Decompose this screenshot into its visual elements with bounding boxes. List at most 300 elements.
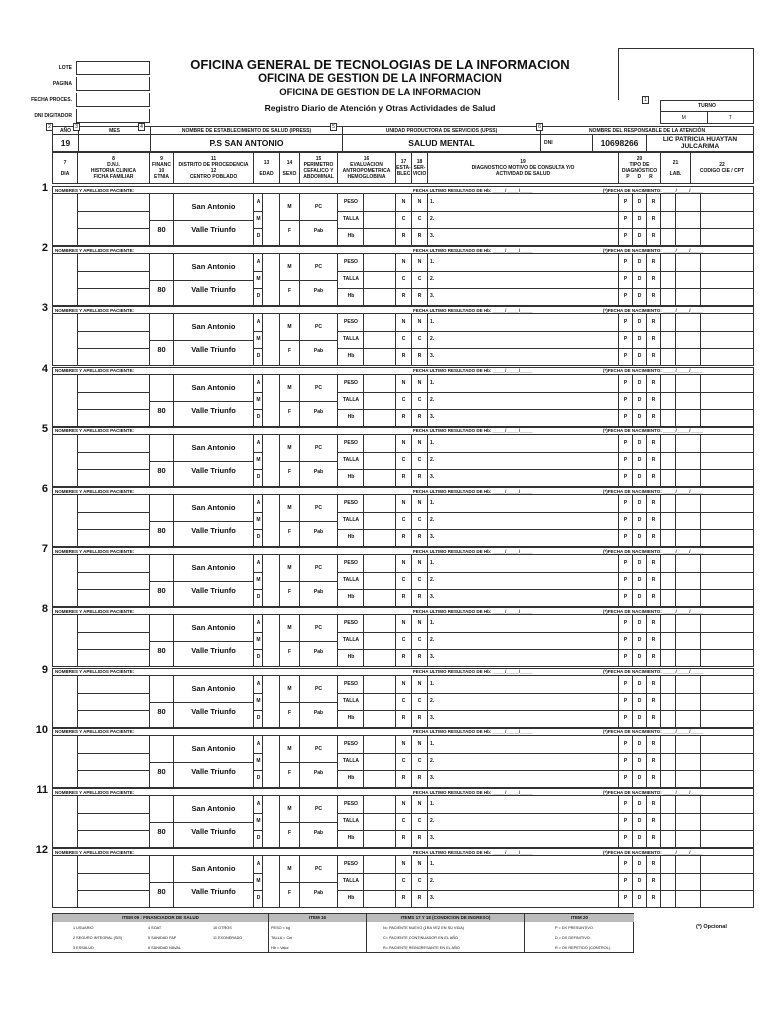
serv-cell[interactable] — [412, 856, 428, 907]
serv-cell[interactable] — [412, 314, 428, 365]
fecha-nac-label: (*)FECHA DE NACIMIENTO: _____/_____/_____ — [603, 669, 704, 675]
tipo-r-cell[interactable] — [647, 555, 661, 606]
lab-cell[interactable] — [661, 856, 701, 907]
tipo-d-cell[interactable] — [633, 375, 647, 426]
mes-value[interactable] — [79, 135, 151, 151]
perimetro-cell[interactable] — [300, 495, 338, 546]
lab-cell[interactable] — [661, 194, 701, 245]
dx-p: P — [623, 637, 628, 644]
edad-a: A — [256, 319, 261, 326]
col-num: 11 — [210, 156, 217, 162]
esta-cell[interactable] — [396, 736, 412, 787]
dx-r: R — [651, 818, 656, 824]
codigo-cell[interactable] — [701, 856, 754, 907]
dia-cell[interactable] — [53, 194, 78, 245]
edad-m: M — [256, 396, 261, 403]
edad-cell[interactable] — [254, 796, 280, 847]
esta-cell[interactable] — [396, 435, 412, 486]
hb-label: Hb — [347, 413, 355, 420]
edad-d: D — [256, 473, 261, 480]
tipo-d-cell[interactable] — [633, 615, 647, 666]
distrito-cell[interactable] — [174, 796, 254, 847]
legend-text: N= PACIENTE NUEVO (1RA VEZ EN SU VIDA) — [383, 926, 465, 930]
financ-cell[interactable] — [150, 796, 174, 847]
serv-cell[interactable] — [412, 676, 428, 727]
codigo-cell[interactable] — [701, 736, 754, 787]
tipo-r-cell[interactable] — [647, 435, 661, 486]
responsable-value[interactable]: LIC PATRICIA HUAYTAN JULCARIMA — [662, 136, 738, 150]
pagina-field[interactable] — [76, 77, 150, 91]
dx-p: P — [623, 233, 628, 239]
record-number: 6 — [41, 483, 48, 495]
edad-cell[interactable] — [254, 676, 280, 727]
patient-record — [52, 668, 754, 728]
edad-cell[interactable] — [254, 254, 280, 305]
sexo-cell[interactable] — [280, 796, 300, 847]
patient-record — [52, 186, 754, 246]
evaluacion-cell[interactable] — [338, 254, 396, 305]
tipo-p-cell[interactable] — [619, 194, 633, 245]
establecimiento-value[interactable]: P.S SAN ANTONIO — [151, 135, 343, 151]
perimetro-cell[interactable] — [300, 194, 338, 245]
distrito-cell[interactable] — [174, 194, 254, 245]
pab-label: Pab — [313, 830, 324, 836]
distrito-cell[interactable] — [174, 555, 254, 606]
esta-cell[interactable] — [396, 314, 412, 365]
tipo-p-cell[interactable] — [619, 856, 633, 907]
distrito-cell[interactable] — [174, 736, 254, 787]
pc-label: PC — [315, 685, 322, 692]
diagnostico-cell[interactable] — [428, 495, 619, 546]
esta-cell[interactable] — [396, 615, 412, 666]
serv-cell[interactable] — [412, 375, 428, 426]
talla-label: TALLA — [342, 878, 359, 885]
dx-r: R — [651, 216, 656, 222]
fecha-hb-label: FECHA ULTIMO RESULTADO DE Hb: _____/_____/_____ — [413, 849, 533, 855]
dia-cell[interactable] — [53, 435, 78, 486]
cond-n: N — [401, 801, 406, 807]
serv-cell[interactable] — [412, 495, 428, 546]
dia-cell[interactable] — [53, 314, 78, 365]
financ-cell[interactable] — [150, 194, 174, 245]
tipo-d-cell[interactable] — [633, 555, 647, 606]
codigo-cell[interactable] — [701, 676, 754, 727]
col-label: PERIMETRO CEFALICO Y ABDOMINAL — [303, 162, 334, 180]
distrito-value: San Antonio — [191, 563, 236, 573]
col-num: 9 — [160, 156, 163, 162]
diagnostico-cell[interactable] — [428, 796, 619, 847]
tipo-d-cell[interactable] — [633, 796, 647, 847]
diagnostico-cell[interactable] — [428, 856, 619, 907]
financ-cell[interactable] — [150, 856, 174, 907]
talla-label: TALLA — [342, 697, 359, 704]
esta-cell[interactable] — [396, 676, 412, 727]
tipo-p-cell[interactable] — [619, 314, 633, 365]
distrito-cell[interactable] — [174, 375, 254, 426]
lab-cell[interactable] — [661, 314, 701, 365]
tipo-p-cell[interactable] — [619, 495, 633, 546]
serv-cell[interactable] — [412, 555, 428, 606]
dx-d: D — [637, 895, 642, 902]
nombres-label: NOMBRES Y APELLIDOS PACIENTE: — [55, 669, 135, 675]
col-distrito — [174, 153, 254, 183]
distrito-cell[interactable] — [174, 615, 254, 666]
perimetro-cell[interactable] — [300, 375, 338, 426]
distrito-value: San Antonio — [191, 442, 236, 452]
financ-cell[interactable] — [150, 615, 174, 666]
dia-cell[interactable] — [53, 375, 78, 426]
perimetro-cell[interactable] — [300, 736, 338, 787]
esta-cell[interactable] — [396, 375, 412, 426]
financ-cell[interactable] — [150, 736, 174, 787]
dia-cell[interactable] — [53, 254, 78, 305]
lab-cell[interactable] — [661, 796, 701, 847]
serv-cell[interactable] — [412, 254, 428, 305]
perimetro-cell[interactable] — [300, 615, 338, 666]
nombres-label: NOMBRES Y APELLIDOS PACIENTE: — [55, 548, 135, 554]
dx-p: P — [623, 293, 628, 300]
lote-field[interactable] — [76, 61, 150, 75]
distrito-cell[interactable] — [174, 435, 254, 486]
esta-cell[interactable] — [396, 796, 412, 847]
codigo-cell[interactable] — [701, 796, 754, 847]
tipo-d-cell[interactable] — [633, 194, 647, 245]
evaluacion-cell[interactable] — [338, 736, 396, 787]
dx-p: P — [623, 818, 628, 824]
perimetro-cell[interactable] — [300, 676, 338, 727]
codigo-cell[interactable] — [701, 555, 754, 606]
tipo-p-cell[interactable] — [619, 796, 633, 847]
sexo-m: M — [287, 806, 292, 812]
edad-m: M — [256, 818, 261, 824]
perimetro-cell[interactable] — [300, 555, 338, 606]
edad-m: M — [256, 757, 261, 764]
serv-cell[interactable] — [412, 435, 428, 486]
serv-cell[interactable] — [412, 796, 428, 847]
perimetro-cell[interactable] — [300, 856, 338, 907]
cond-r: R — [401, 233, 406, 239]
dx-r: R — [651, 697, 656, 704]
tipo-r-cell[interactable] — [647, 495, 661, 546]
record-number: 5 — [41, 422, 48, 435]
lab-cell[interactable] — [661, 375, 701, 426]
col-label: D.N.I. — [107, 162, 120, 168]
dia-cell[interactable] — [53, 736, 78, 787]
dni-cell[interactable] — [78, 375, 150, 426]
dx-d: D — [637, 500, 642, 506]
tipo-d-cell[interactable] — [633, 314, 647, 365]
edad-cell[interactable] — [254, 856, 280, 907]
esta-cell[interactable] — [396, 856, 412, 907]
distrito-cell[interactable] — [174, 314, 254, 365]
financ-cell[interactable] — [150, 375, 174, 426]
dni-digitador-field[interactable] — [76, 109, 150, 123]
header-row-values — [52, 134, 754, 152]
cond-r: R — [401, 413, 406, 420]
diagnostico-cell[interactable] — [428, 555, 619, 606]
financ-value: 80 — [157, 766, 166, 776]
evaluacion-cell[interactable] — [338, 194, 396, 245]
diagnostico-cell[interactable] — [428, 254, 619, 305]
dx-p: P — [623, 413, 628, 420]
turno-m[interactable]: M — [661, 112, 708, 124]
sexo-cell[interactable] — [280, 194, 300, 245]
perimetro-cell[interactable] — [300, 435, 338, 486]
legend-h2: ITEM 16 — [269, 914, 367, 922]
distrito-cell[interactable] — [174, 856, 254, 907]
pab-label: Pab — [313, 769, 324, 776]
perimetro-cell[interactable] — [300, 314, 338, 365]
edad-cell[interactable] — [254, 194, 280, 245]
tipo-r-cell[interactable] — [647, 314, 661, 365]
dni-cell[interactable] — [78, 676, 150, 727]
pc-label: PC — [315, 625, 322, 632]
tipo-d-cell[interactable] — [633, 856, 647, 907]
distrito-cell[interactable] — [174, 495, 254, 546]
esta-cell[interactable] — [396, 254, 412, 305]
control-label: FECHA PROCES. — [31, 97, 72, 103]
control-row-lote — [26, 60, 150, 76]
sexo-cell[interactable] — [280, 676, 300, 727]
financ-cell[interactable] — [150, 314, 174, 365]
financ-cell[interactable] — [150, 435, 174, 486]
esta-cell[interactable] — [396, 495, 412, 546]
dx-p: P — [623, 336, 628, 343]
tipo-r-cell[interactable] — [647, 194, 661, 245]
codigo-cell[interactable] — [701, 615, 754, 666]
tipo-r-cell[interactable] — [647, 254, 661, 305]
dni-responsable-value[interactable]: 10698266 — [593, 135, 647, 151]
lab-cell[interactable] — [661, 435, 701, 486]
dni-cell[interactable] — [78, 314, 150, 365]
serv-cell[interactable] — [412, 736, 428, 787]
edad-cell[interactable] — [254, 314, 280, 365]
control-row-dni — [26, 108, 150, 124]
serv-cell[interactable] — [412, 615, 428, 666]
esta-cell[interactable] — [396, 194, 412, 245]
perimetro-cell[interactable] — [300, 254, 338, 305]
dia-cell[interactable] — [53, 495, 78, 546]
diagnostico-cell[interactable] — [428, 435, 619, 486]
financ-cell[interactable] — [150, 254, 174, 305]
esta-cell[interactable] — [396, 555, 412, 606]
col-label: DIAGNOSTICO MOTIVO DE CONSULTA Y/O ACTIVIDAD DE SALUD — [471, 165, 575, 177]
edad-cell[interactable] — [254, 736, 280, 787]
edad-cell[interactable] — [254, 615, 280, 666]
pc-label: PC — [315, 444, 322, 451]
evaluacion-cell[interactable] — [338, 856, 396, 907]
codigo-cell[interactable] — [701, 194, 754, 245]
patient-record — [52, 848, 754, 908]
financ-cell[interactable] — [150, 676, 174, 727]
col-label: R — [649, 174, 653, 180]
edad-m: M — [256, 637, 261, 644]
financ-cell[interactable] — [150, 555, 174, 606]
distrito-cell[interactable] — [174, 254, 254, 305]
tipo-d-cell[interactable] — [633, 435, 647, 486]
sexo-cell[interactable] — [280, 615, 300, 666]
tipo-p-cell[interactable] — [619, 375, 633, 426]
legend-footer — [52, 913, 634, 953]
tipo-d-cell[interactable] — [633, 495, 647, 546]
pab-label: Pab — [313, 468, 324, 475]
edad-d: D — [256, 895, 261, 902]
dni-cell[interactable] — [78, 254, 150, 305]
financ-cell[interactable] — [150, 495, 174, 546]
dia-cell[interactable] — [53, 615, 78, 666]
optional-note: (*) Opcional — [696, 924, 727, 930]
dni-cell[interactable] — [78, 796, 150, 847]
dx-line-3: 3. — [430, 835, 435, 841]
dni-cell[interactable] — [78, 435, 150, 486]
dni-cell[interactable] — [78, 736, 150, 787]
sexo-m: M — [287, 324, 292, 331]
col-label: LAB. — [669, 170, 682, 177]
dni-cell[interactable] — [78, 615, 150, 666]
diagnostico-cell[interactable] — [428, 736, 619, 787]
record-body — [52, 254, 754, 306]
cond-c: C — [417, 336, 422, 343]
tipo-d-cell[interactable] — [633, 254, 647, 305]
codigo-cell[interactable] — [701, 435, 754, 486]
tipo-r-cell[interactable] — [647, 676, 661, 727]
diagnostico-cell[interactable] — [428, 194, 619, 245]
diagnostico-cell[interactable] — [428, 615, 619, 666]
codigo-cell[interactable] — [701, 254, 754, 305]
tipo-r-cell[interactable] — [647, 615, 661, 666]
talla-label: TALLA — [342, 456, 359, 463]
perimetro-cell[interactable] — [300, 796, 338, 847]
sexo-cell[interactable] — [280, 375, 300, 426]
dx-r: R — [651, 199, 656, 205]
tipo-p-cell[interactable] — [619, 555, 633, 606]
evaluacion-cell[interactable] — [338, 495, 396, 546]
sexo-cell[interactable] — [280, 254, 300, 305]
fecha-nac-label: (*)FECHA DE NACIMIENTO: _____/_____/_____ — [603, 849, 704, 855]
lab-cell[interactable] — [661, 736, 701, 787]
dia-cell[interactable] — [53, 856, 78, 907]
dni-label: DNI — [544, 140, 553, 146]
hb-label: Hb — [347, 293, 355, 300]
talla-label: TALLA — [342, 396, 359, 403]
evaluacion-cell[interactable] — [338, 555, 396, 606]
dx-line-2: 2. — [430, 276, 435, 283]
record-number: 8 — [41, 603, 48, 616]
legend-text: P = DX PRESUNTIVO. — [555, 926, 594, 930]
tipo-p-cell[interactable] — [619, 254, 633, 305]
evaluacion-cell[interactable] — [338, 435, 396, 486]
tipo-p-cell[interactable] — [619, 736, 633, 787]
diagnostico-cell[interactable] — [428, 375, 619, 426]
ups-value[interactable]: SALUD MENTAL — [343, 135, 541, 151]
evaluacion-cell[interactable] — [338, 796, 396, 847]
tipo-r-cell[interactable] — [647, 375, 661, 426]
record-name-bar — [52, 848, 754, 856]
dni-cell[interactable] — [78, 495, 150, 546]
sexo-cell[interactable] — [280, 435, 300, 486]
evaluacion-cell[interactable] — [338, 314, 396, 365]
col-label: P — [626, 174, 630, 180]
col-esta — [396, 153, 412, 183]
anio-value[interactable]: 19 — [53, 135, 79, 151]
lab-cell[interactable] — [661, 676, 701, 727]
col-label: DISTRITO DE PROCEDENCIA — [178, 162, 249, 168]
codigo-cell[interactable] — [701, 314, 754, 365]
evaluacion-cell[interactable] — [338, 375, 396, 426]
sexo-cell[interactable] — [280, 856, 300, 907]
tipo-p-cell[interactable] — [619, 676, 633, 727]
dx-p: P — [623, 577, 628, 584]
distrito-cell[interactable] — [174, 676, 254, 727]
col-label: SER-VICIO — [412, 165, 427, 177]
edad-cell[interactable] — [254, 375, 280, 426]
codigo-cell[interactable] — [701, 375, 754, 426]
cond-n: N — [401, 199, 406, 205]
col-label: HISTORIA CLINICA — [90, 168, 137, 174]
dx-d: D — [637, 439, 642, 446]
badge: 3 — [73, 123, 80, 131]
evaluacion-cell[interactable] — [338, 615, 396, 666]
tipo-r-cell[interactable] — [647, 736, 661, 787]
sexo-cell[interactable] — [280, 495, 300, 546]
title-sub: OFICINA DE GESTION DE LA INFORMACION — [258, 73, 502, 85]
dx-line-2: 2. — [430, 577, 435, 584]
tipo-r-cell[interactable] — [647, 796, 661, 847]
edad-cell[interactable] — [254, 435, 280, 486]
fecha-proces-field[interactable] — [76, 93, 150, 107]
lab-cell[interactable] — [661, 615, 701, 666]
sexo-cell[interactable] — [280, 736, 300, 787]
codigo-cell[interactable] — [701, 495, 754, 546]
sexo-cell[interactable] — [280, 555, 300, 606]
dni-cell[interactable] — [78, 194, 150, 245]
dni-cell[interactable] — [78, 856, 150, 907]
cond-n: N — [417, 620, 422, 627]
lab-cell[interactable] — [661, 495, 701, 546]
edad-cell[interactable] — [254, 495, 280, 546]
lab-cell[interactable] — [661, 254, 701, 305]
dia-cell[interactable] — [53, 796, 78, 847]
fecha-nac-label: (*)FECHA DE NACIMIENTO: _____/_____/_____ — [603, 729, 704, 735]
diagnostico-cell[interactable] — [428, 314, 619, 365]
edad-d: D — [256, 534, 261, 540]
turno-t[interactable]: T — [728, 115, 732, 121]
edad-cell[interactable] — [254, 555, 280, 606]
dx-line-1: 1. — [430, 319, 435, 326]
col-sexo — [280, 153, 300, 183]
tipo-d-cell[interactable] — [633, 736, 647, 787]
dni-cell[interactable] — [78, 555, 150, 606]
financ-value: 80 — [157, 706, 166, 716]
pc-label: PC — [315, 866, 322, 873]
tipo-d-cell[interactable] — [633, 676, 647, 727]
evaluacion-cell[interactable] — [338, 676, 396, 727]
tipo-r-cell[interactable] — [647, 856, 661, 907]
diagnostico-cell[interactable] — [428, 676, 619, 727]
cond-c: C — [401, 396, 406, 403]
dia-cell[interactable] — [53, 555, 78, 606]
tipo-p-cell[interactable] — [619, 615, 633, 666]
lab-cell[interactable] — [661, 555, 701, 606]
serv-cell[interactable] — [412, 194, 428, 245]
col-num: 7 — [63, 159, 67, 166]
sexo-cell[interactable] — [280, 314, 300, 365]
tipo-p-cell[interactable] — [619, 435, 633, 486]
nombres-label: NOMBRES Y APELLIDOS PACIENTE: — [55, 247, 135, 253]
corner-box — [618, 48, 754, 100]
dia-cell[interactable] — [53, 676, 78, 727]
dx-r: R — [651, 439, 656, 446]
